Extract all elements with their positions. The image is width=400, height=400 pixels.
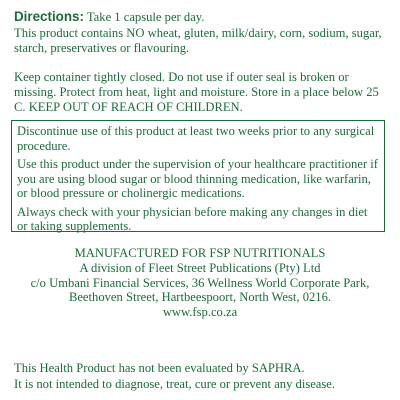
manufacturer-title: MANUFACTURED FOR FSP NUTRITIONALS <box>74 246 326 260</box>
disclaimer-section <box>14 361 394 392</box>
manufacturer-website: www.fsp.co.za <box>162 305 238 320</box>
directions-line <box>14 9 392 25</box>
warning-box <box>11 120 385 232</box>
directions-section <box>14 9 392 56</box>
manufacturer-division: A division of Fleet Street Publications (Pty) Ltd <box>79 260 321 275</box>
manufacturer-section <box>0 246 400 320</box>
warning-surgery: Discontinue use of this product at least two weeks prior to any surgical procedure. <box>17 124 375 153</box>
disclaimer-intent: It is not intended to diagnose, treat, cure or prevent any disease. <box>14 376 336 391</box>
warning-physician: Always check with your physician before making any changes in diet or taking supplements. <box>17 204 368 233</box>
manufacturer-address-2: Beethoven Street, Hartbeespoort, North West, 0216. <box>68 290 332 305</box>
disclaimer-evaluation: This Health Product has not been evaluated by SAPHRA. <box>14 361 305 375</box>
contains-statement: This product contains NO wheat, gluten, milk/dairy, corn, sodium, sugar, starch, preservatives or flavouring. <box>14 26 382 55</box>
directions-text: Take 1 capsule per day. <box>83 10 205 24</box>
directions-label: Directions: <box>14 9 84 24</box>
warning-supervision: Use this product under the supervision of your healthcare practitioner if you are using blood sugar or blood thinning medication, like warfarin, or blood pressure or cholinergic medications. <box>17 157 378 200</box>
manufacturer-address-1: c/o Umbani Financial Services, 36 Wellness World Corporate Park, <box>30 275 370 290</box>
storage-instructions: Keep container tightly closed. Do not use if outer seal is broken or missing. Protect from heat, light and moisture. Store in a place below 25 C. KEEP OUT OF REACH OF CHILDREN. <box>14 70 379 114</box>
